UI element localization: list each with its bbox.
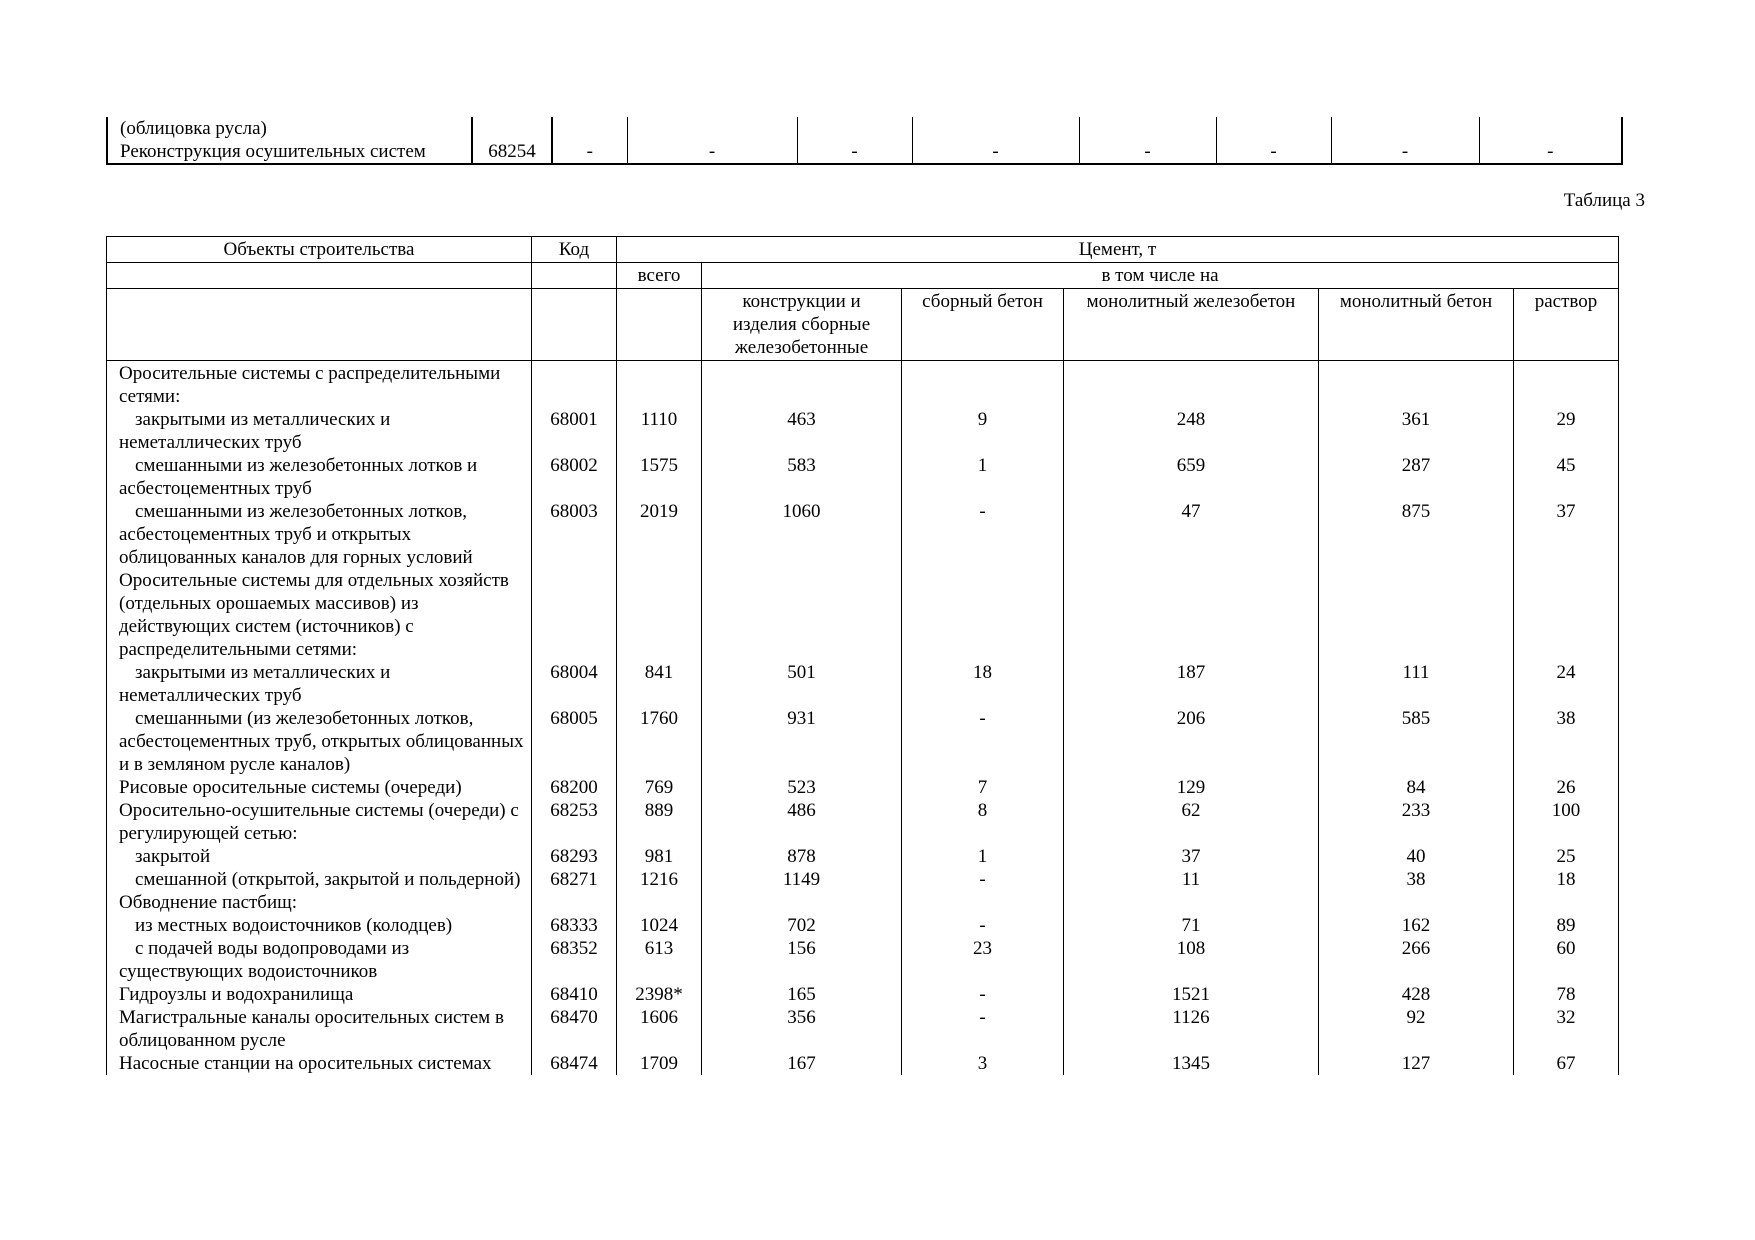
fragment-value-cell	[552, 117, 627, 140]
cement-table	[106, 236, 1619, 1075]
fragment-value-cell: -	[1079, 140, 1216, 164]
table-row	[107, 1006, 1619, 1052]
fragment-value-cell: -	[1331, 140, 1479, 164]
monolithic-concrete-cell: 361	[1319, 408, 1514, 454]
code-cell: 68001	[532, 408, 617, 454]
mortar-cell: 89	[1514, 914, 1619, 937]
fragment-value-cell: -	[1216, 140, 1331, 164]
monolithic-rc-cell: 129	[1064, 776, 1319, 799]
object-name: Обводнение пастбищ:	[119, 892, 298, 913]
header-empty	[532, 289, 617, 361]
total-cell	[617, 569, 702, 661]
precast-concrete-cell: -	[902, 1006, 1064, 1052]
object-name: смешанными (из железобетонных лотков, асбестоцементных труб, открытых облицованных и в земляном русле каналов)	[119, 708, 524, 775]
code-cell: 68271	[532, 868, 617, 891]
mortar-cell: 45	[1514, 454, 1619, 500]
monolithic-rc-cell: 187	[1064, 661, 1319, 707]
fragment-value-cell: -	[1479, 140, 1622, 164]
fragment-value-cell	[1331, 117, 1479, 140]
monolithic-concrete-cell: 266	[1319, 937, 1514, 983]
object-name-cell	[107, 983, 532, 1006]
precast-structures-cell: 1149	[702, 868, 902, 891]
total-cell: 2019	[617, 500, 702, 569]
object-name: закрытыми из металлических и неметаллических труб	[119, 662, 391, 706]
precast-concrete-cell	[902, 891, 1064, 914]
mortar-cell: 78	[1514, 983, 1619, 1006]
object-name: Гидроузлы и водохранилища	[119, 984, 354, 1005]
table-row	[107, 569, 1619, 661]
monolithic-concrete-cell	[1319, 891, 1514, 914]
monolithic-concrete-cell: 40	[1319, 845, 1514, 868]
header-monolithic-concrete: монолитный бетон	[1319, 289, 1514, 361]
table-row	[107, 707, 1619, 776]
mortar-cell	[1514, 891, 1619, 914]
total-cell: 1606	[617, 1006, 702, 1052]
monolithic-rc-cell	[1064, 361, 1319, 409]
mortar-cell	[1514, 361, 1619, 409]
precast-structures-cell	[702, 569, 902, 661]
total-cell: 841	[617, 661, 702, 707]
table-row	[107, 454, 1619, 500]
monolithic-concrete-cell: 127	[1319, 1052, 1514, 1075]
code-cell: 68474	[532, 1052, 617, 1075]
mortar-cell: 24	[1514, 661, 1619, 707]
table-row	[107, 845, 1619, 868]
total-cell: 1216	[617, 868, 702, 891]
code-cell: 68352	[532, 937, 617, 983]
total-cell: 1110	[617, 408, 702, 454]
fragment-name-cell: Реконструкция осушительных систем	[107, 140, 472, 164]
precast-structures-cell: 165	[702, 983, 902, 1006]
monolithic-concrete-cell	[1319, 361, 1514, 409]
code-cell: 68200	[532, 776, 617, 799]
monolithic-concrete-cell: 875	[1319, 500, 1514, 569]
header-precast-concrete: сборный бетон	[902, 289, 1064, 361]
object-name-cell	[107, 454, 532, 500]
monolithic-concrete-cell: 233	[1319, 799, 1514, 845]
monolithic-rc-cell	[1064, 569, 1319, 661]
fragment-code-cell	[472, 117, 552, 140]
header-row-1	[107, 237, 1619, 263]
mortar-cell: 67	[1514, 1052, 1619, 1075]
object-name-cell	[107, 408, 532, 454]
monolithic-rc-cell: 71	[1064, 914, 1319, 937]
header-row-2	[107, 263, 1619, 289]
monolithic-concrete-cell: 84	[1319, 776, 1514, 799]
mortar-cell: 29	[1514, 408, 1619, 454]
header-empty	[532, 263, 617, 289]
header-code: Код	[532, 237, 617, 263]
precast-concrete-cell: 23	[902, 937, 1064, 983]
precast-structures-cell: 156	[702, 937, 902, 983]
table-row	[107, 408, 1619, 454]
precast-concrete-cell: -	[902, 500, 1064, 569]
object-name: Оросительно-осушительные системы (очереди) с регулирующей сетью:	[119, 800, 519, 844]
object-name-cell	[107, 891, 532, 914]
header-row-3	[107, 289, 1619, 361]
mortar-cell: 18	[1514, 868, 1619, 891]
precast-structures-cell	[702, 891, 902, 914]
fragment-value-cell: -	[797, 140, 912, 164]
precast-concrete-cell: 7	[902, 776, 1064, 799]
header-monolithic-rc: монолитный железобетон	[1064, 289, 1319, 361]
precast-structures-cell	[702, 361, 902, 409]
monolithic-concrete-cell: 111	[1319, 661, 1514, 707]
precast-structures-cell: 702	[702, 914, 902, 937]
monolithic-rc-cell: 1521	[1064, 983, 1319, 1006]
code-cell: 68005	[532, 707, 617, 776]
code-cell: 68003	[532, 500, 617, 569]
object-name: Оросительные системы с распределительными сетями:	[119, 363, 501, 407]
total-cell: 1760	[617, 707, 702, 776]
monolithic-rc-cell: 659	[1064, 454, 1319, 500]
object-name: Насосные станции на оросительных системах	[119, 1053, 492, 1074]
total-cell: 1709	[617, 1052, 702, 1075]
code-cell: 68470	[532, 1006, 617, 1052]
header-empty	[617, 289, 702, 361]
mortar-cell	[1514, 569, 1619, 661]
object-name: смешанной (открытой, закрытой и польдерной)	[135, 869, 521, 890]
previous-table-fragment	[106, 117, 1623, 165]
precast-structures-cell: 523	[702, 776, 902, 799]
mortar-cell: 25	[1514, 845, 1619, 868]
object-name-cell	[107, 1006, 532, 1052]
code-cell: 68253	[532, 799, 617, 845]
table-row	[107, 1052, 1619, 1075]
total-cell: 613	[617, 937, 702, 983]
object-name: Магистральные каналы оросительных систем в облицованном русле	[119, 1007, 504, 1051]
precast-concrete-cell	[902, 361, 1064, 409]
table-caption: Таблица 3	[1563, 190, 1645, 211]
code-cell: 68004	[532, 661, 617, 707]
object-name-cell	[107, 500, 532, 569]
precast-structures-cell: 167	[702, 1052, 902, 1075]
object-name: закрытой	[135, 846, 211, 867]
mortar-cell: 60	[1514, 937, 1619, 983]
code-cell: 68410	[532, 983, 617, 1006]
fragment-value-cell	[912, 117, 1079, 140]
fragment-value-cell: -	[552, 140, 627, 164]
object-name-cell	[107, 776, 532, 799]
fragment-value-cell: -	[627, 140, 797, 164]
table-row	[107, 868, 1619, 891]
total-cell: 1024	[617, 914, 702, 937]
code-cell	[532, 891, 617, 914]
header-including: в том числе на	[702, 263, 1619, 289]
header-total: всего	[617, 263, 702, 289]
precast-concrete-cell: 18	[902, 661, 1064, 707]
total-cell	[617, 361, 702, 409]
code-cell: 68293	[532, 845, 617, 868]
mortar-cell: 37	[1514, 500, 1619, 569]
table-row	[107, 361, 1619, 409]
mortar-cell: 32	[1514, 1006, 1619, 1052]
table-row	[107, 983, 1619, 1006]
fragment-name-cell: (облицовка русла)	[107, 117, 472, 140]
precast-concrete-cell: 3	[902, 1052, 1064, 1075]
monolithic-concrete-cell	[1319, 569, 1514, 661]
mortar-cell: 100	[1514, 799, 1619, 845]
monolithic-rc-cell: 248	[1064, 408, 1319, 454]
fragment-value-cell	[1079, 117, 1216, 140]
monolithic-rc-cell: 11	[1064, 868, 1319, 891]
fragment-value-cell	[1479, 117, 1622, 140]
total-cell: 769	[617, 776, 702, 799]
fragment-value-cell	[797, 117, 912, 140]
object-name: Оросительные системы для отдельных хозяйств (отдельных орошаемых массивов) из действующих систем (источников) с распределительными сетями:	[119, 570, 509, 660]
object-name-cell	[107, 845, 532, 868]
object-name-cell	[107, 707, 532, 776]
monolithic-concrete-cell: 162	[1319, 914, 1514, 937]
object-name-cell	[107, 868, 532, 891]
table-row	[107, 776, 1619, 799]
object-name: смешанными из железобетонных лотков и асбестоцементных труб	[119, 455, 478, 499]
object-name-cell	[107, 799, 532, 845]
monolithic-rc-cell: 47	[1064, 500, 1319, 569]
code-cell: 68002	[532, 454, 617, 500]
total-cell: 981	[617, 845, 702, 868]
precast-structures-cell: 463	[702, 408, 902, 454]
total-cell: 889	[617, 799, 702, 845]
fragment-code-cell: 68254	[472, 140, 552, 164]
object-name: смешанными из железобетонных лотков, асбестоцементных труб и открытых облицованных каналов для горных условий	[119, 501, 473, 568]
code-cell: 68333	[532, 914, 617, 937]
precast-structures-cell: 486	[702, 799, 902, 845]
table-row	[107, 891, 1619, 914]
precast-structures-cell: 931	[702, 707, 902, 776]
precast-concrete-cell: 9	[902, 408, 1064, 454]
table-row	[107, 500, 1619, 569]
precast-structures-cell: 583	[702, 454, 902, 500]
object-name-cell	[107, 569, 532, 661]
object-name: с подачей воды водопроводами из существующих водоисточников	[119, 938, 410, 982]
total-cell: 1575	[617, 454, 702, 500]
precast-concrete-cell	[902, 569, 1064, 661]
table-row	[107, 799, 1619, 845]
precast-concrete-cell: -	[902, 914, 1064, 937]
monolithic-concrete-cell: 428	[1319, 983, 1514, 1006]
monolithic-rc-cell: 62	[1064, 799, 1319, 845]
fragment-row	[107, 117, 1622, 140]
precast-concrete-cell: -	[902, 707, 1064, 776]
monolithic-concrete-cell: 287	[1319, 454, 1514, 500]
code-cell	[532, 361, 617, 409]
precast-structures-cell: 501	[702, 661, 902, 707]
monolithic-rc-cell: 1345	[1064, 1052, 1319, 1075]
object-name-cell	[107, 914, 532, 937]
table-row	[107, 937, 1619, 983]
object-name: закрытыми из металлических и неметаллических труб	[119, 409, 391, 453]
fragment-value-cell: -	[912, 140, 1079, 164]
precast-structures-cell: 356	[702, 1006, 902, 1052]
fragment-value-cell	[1216, 117, 1331, 140]
precast-concrete-cell: 1	[902, 845, 1064, 868]
precast-concrete-cell: -	[902, 983, 1064, 1006]
monolithic-rc-cell: 206	[1064, 707, 1319, 776]
precast-concrete-cell: 8	[902, 799, 1064, 845]
precast-concrete-cell: -	[902, 868, 1064, 891]
monolithic-rc-cell	[1064, 891, 1319, 914]
mortar-cell: 26	[1514, 776, 1619, 799]
object-name-cell	[107, 937, 532, 983]
header-precast-structures: конструкции и изделия сборные железобетонные	[702, 289, 902, 361]
header-empty	[107, 263, 532, 289]
precast-structures-cell: 878	[702, 845, 902, 868]
object-name-cell	[107, 1052, 532, 1075]
precast-structures-cell: 1060	[702, 500, 902, 569]
object-name-cell	[107, 361, 532, 409]
object-name-cell	[107, 661, 532, 707]
header-objects: Объекты строительства	[107, 237, 532, 263]
monolithic-concrete-cell: 38	[1319, 868, 1514, 891]
monolithic-rc-cell: 1126	[1064, 1006, 1319, 1052]
monolithic-concrete-cell: 585	[1319, 707, 1514, 776]
table-row	[107, 914, 1619, 937]
monolithic-concrete-cell: 92	[1319, 1006, 1514, 1052]
mortar-cell: 38	[1514, 707, 1619, 776]
total-cell	[617, 891, 702, 914]
fragment-value-cell	[627, 117, 797, 140]
object-name: из местных водоисточников (колодцев)	[135, 915, 453, 936]
precast-concrete-cell: 1	[902, 454, 1064, 500]
code-cell	[532, 569, 617, 661]
table-row	[107, 661, 1619, 707]
header-mortar: раствор	[1514, 289, 1619, 361]
monolithic-rc-cell: 37	[1064, 845, 1319, 868]
header-empty	[107, 289, 532, 361]
object-name: Рисовые оросительные системы (очереди)	[119, 777, 462, 798]
monolithic-rc-cell: 108	[1064, 937, 1319, 983]
fragment-row	[107, 140, 1622, 164]
total-cell: 2398*	[617, 983, 702, 1006]
header-cement: Цемент, т	[617, 237, 1619, 263]
